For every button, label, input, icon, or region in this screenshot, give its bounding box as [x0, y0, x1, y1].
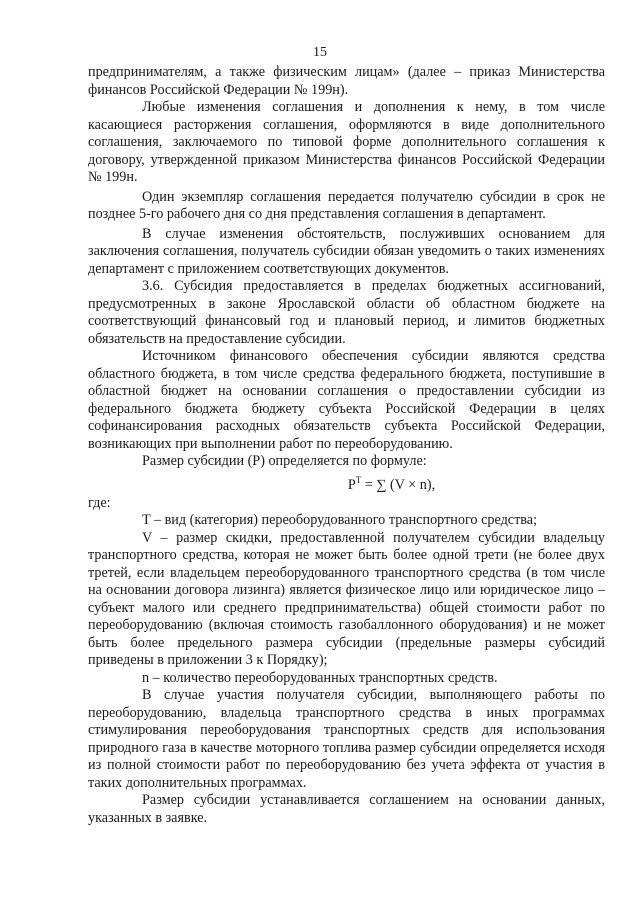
- paragraph: Источником финансового обеспечения субсидии являются средства областного бюджета, в том числе средства федерального бюджета, поступившие в областной бюджет на основании соглашения о предоставлении субсидии из федерального бюджета бюджету субъекта Российской Федерации в целях софинансирования расходных обязательств субъекта Российской Федерации, возникающих при выполнении работ по переоборудованию.: [88, 348, 605, 452]
- paragraph: 3.6. Субсидия предоставляется в пределах бюджетных ассигнований, предусмотренных в законе Ярославской области об областном бюджете на соответствующий финансовый год и плановый период, и лимитов бюджетных обязательств на предоставление субсидии.: [88, 278, 605, 347]
- page-number: 15: [313, 45, 327, 60]
- formula-rhs: = ∑ (V × n),: [361, 476, 436, 493]
- paragraph: Размер субсидии устанавливается соглашением на основании данных, указанных в заявке.: [88, 792, 605, 826]
- paragraph: T – вид (категория) переоборудованного транспортного средства;: [142, 512, 538, 528]
- paragraph: предпринимателям, а также физическим лицам» (далее – приказ Министерства финансов Российской Федерации № 199н).: [88, 64, 605, 98]
- formula-lhs: P: [347, 476, 356, 493]
- paragraph: Любые изменения соглашения и дополнения к нему, в том числе касающиеся расторжения соглашения, оформляются в виде дополнительного соглашения, заключаемого по типовой форме дополнительного соглашения к договору, утвержденной приказом Министерства финансов Российской Федерации № 199н.: [88, 99, 605, 185]
- paragraph: В случае участия получателя субсидии, выполняющего работы по переоборудованию, владельца транспортного средства в иных программах стимулирования переоборудования транспортных средств для использования природного газа в качестве моторного топлива размер субсидии определяется исходя из полной стоимости работ по переоборудованию без учета эффекта от участия в таких дополнительных программах.: [88, 687, 605, 791]
- paragraph: Размер субсидии (P) определяется по формуле:: [142, 453, 427, 469]
- paragraph: В случае изменения обстоятельств, послуживших основанием для заключения соглашения, получатель субсидии обязан уведомить о таких изменениях департамент с приложением соответствующих документов.: [88, 225, 605, 277]
- paragraph: V – размер скидки, предоставленной получателем субсидии владельцу транспортного средства, которая не может быть более одной трети (не более двух третей, если владельцем переоборудованного транспортного средства (в том числе на основании договора лизинга) является физическое лицо или юридическое лицо – субъект малого или среднего предпринимательства) общей стоимости работ по переоборудованию (включая стоимость газобаллонного оборудования) и не может быть более предельного размера субсидии (предельные размеры субсидий приведены в приложении 3 к Порядку);: [88, 529, 605, 668]
- subsidy-formula: [88, 475, 605, 495]
- paragraph: n – количество переоборудованных транспортных средств.: [142, 669, 498, 686]
- formula-lhs-superscript: T: [355, 474, 362, 485]
- document-body: [88, 64, 605, 827]
- paragraph: Один экземпляр соглашения передается получателю субсидии в срок не позднее 5-го рабочего дня со дня представления соглашения в департамент.: [88, 188, 605, 222]
- where-label: где:: [88, 494, 111, 511]
